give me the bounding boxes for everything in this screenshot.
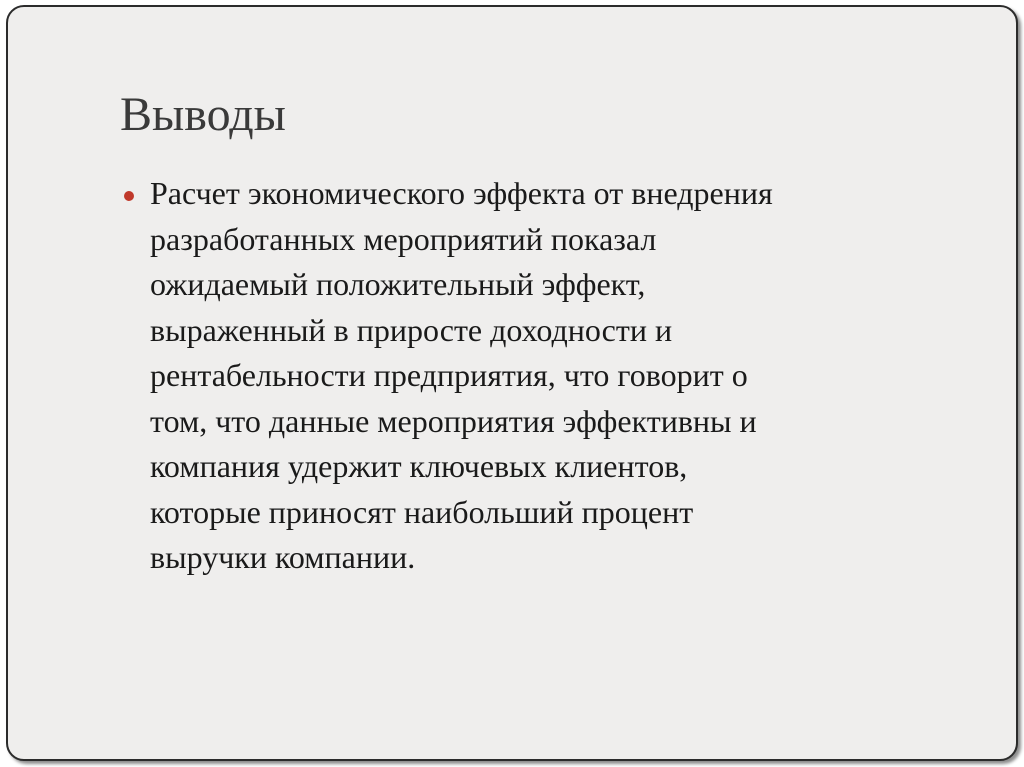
bullet-list — [124, 171, 964, 581]
slide-frame — [6, 5, 1018, 761]
bullet-dot-icon — [124, 191, 134, 201]
slide-title: Выводы — [120, 88, 286, 141]
bullet-item — [124, 171, 964, 581]
bullet-text: Расчет экономического эффекта от внедрения разработанных мероприятий показал ожидаемый положительный эффект, выраженный в приросте доходности и рентабельности предприятия, что говорит о том, что данные мероприятия эффективны и компания удержит ключевых клиентов, которые приносят наибольший процент выручки компании. — [150, 175, 773, 575]
